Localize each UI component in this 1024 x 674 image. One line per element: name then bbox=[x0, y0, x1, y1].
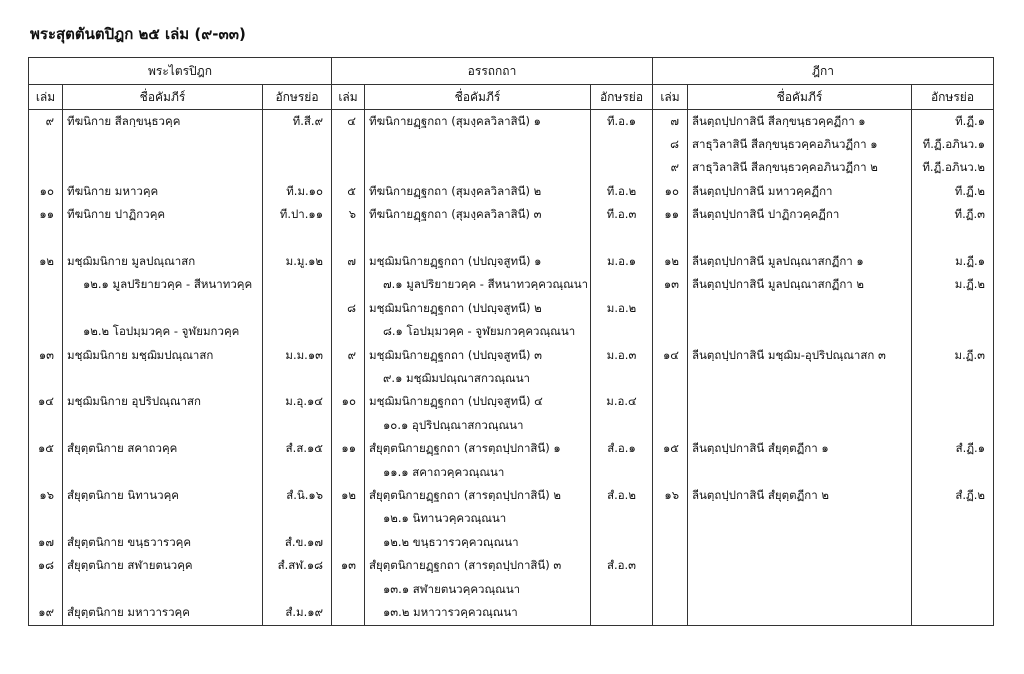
cell-name bbox=[688, 321, 912, 344]
cell-volume: ๑๑ bbox=[653, 204, 688, 227]
cell-name bbox=[63, 508, 263, 531]
cell-abbr bbox=[912, 531, 994, 554]
cell-text: ๑๓.๑ สฬายตนวคฺควณฺณนา bbox=[383, 581, 521, 596]
cell-abbr: ที.สี.๙ bbox=[263, 110, 332, 134]
cell-abbr bbox=[912, 554, 994, 577]
cell-abbr: สํ.ส.๑๕ bbox=[263, 437, 332, 460]
cell-text: ๑๒.๒ ขนฺธวารวคฺควณฺณนา bbox=[383, 534, 519, 549]
cell-name bbox=[688, 391, 912, 414]
table-row bbox=[29, 414, 994, 437]
cell-abbr bbox=[591, 461, 653, 484]
cell-text: ทีฆนิกายฏฺฐกถา (สุมงฺคลวิลาสินี) ๓ bbox=[369, 207, 542, 222]
cell-name bbox=[688, 297, 912, 320]
cell-text: ทีฆนิกายฏฺฐกถา (สุมงฺคลวิลาสินี) ๑ bbox=[369, 113, 541, 128]
cell-volume: ๔ bbox=[332, 110, 365, 134]
cell-volume bbox=[29, 157, 63, 180]
cell-volume: ๗ bbox=[332, 250, 365, 273]
cell-name bbox=[365, 133, 591, 156]
cell-abbr: สํ.อ.๓ bbox=[591, 554, 653, 577]
cell-volume: ๑๑ bbox=[332, 437, 365, 460]
cell-abbr bbox=[912, 578, 994, 601]
tipitaka-table bbox=[28, 57, 994, 626]
cell-volume: ๑๐ bbox=[332, 391, 365, 414]
cell-text: ๑๑.๑ สคาถวคฺควณฺณนา bbox=[383, 464, 505, 479]
page-title: พระสุตตันตปิฎก ๒๕ เล่ม (๙-๓๓) bbox=[30, 25, 246, 43]
cell-volume: ๗ bbox=[653, 110, 688, 134]
cell-name: ลีนตฺถปฺปกาสินี มูลปณฺณาสกฏีกา ๒ bbox=[688, 274, 912, 297]
col-header-name: ชื่อคัมภีร์ bbox=[688, 85, 912, 110]
cell-abbr bbox=[263, 157, 332, 180]
cell-abbr bbox=[591, 227, 653, 250]
cell-volume bbox=[653, 391, 688, 414]
table-row bbox=[29, 578, 994, 601]
cell-abbr bbox=[591, 578, 653, 601]
cell-volume: ๑๒ bbox=[29, 250, 63, 273]
cell-abbr bbox=[912, 601, 994, 625]
cell-volume bbox=[332, 227, 365, 250]
cell-abbr: ม.ฏี.๓ bbox=[912, 344, 994, 367]
cell-name bbox=[63, 461, 263, 484]
cell-volume bbox=[653, 578, 688, 601]
cell-name bbox=[688, 531, 912, 554]
cell-name bbox=[63, 531, 263, 554]
cell-volume bbox=[29, 227, 63, 250]
cell-name bbox=[365, 204, 591, 227]
cell-name: ลีนตฺถปฺปกาสินี มหาวคฺคฏีกา bbox=[688, 180, 912, 203]
cell-abbr bbox=[263, 578, 332, 601]
cell-abbr: ที.ปา.๑๑ bbox=[263, 204, 332, 227]
cell-abbr bbox=[912, 414, 994, 437]
table-row bbox=[29, 367, 994, 390]
col-header-volume: เล่ม bbox=[29, 85, 63, 110]
cell-volume: ๑๒ bbox=[653, 250, 688, 273]
cell-abbr bbox=[591, 321, 653, 344]
cell-name bbox=[688, 461, 912, 484]
cell-volume bbox=[29, 367, 63, 390]
cell-volume bbox=[332, 133, 365, 156]
col-header-abbr: อักษรย่อ bbox=[263, 85, 332, 110]
cell-volume: ๑๐ bbox=[653, 180, 688, 203]
cell-name bbox=[63, 227, 263, 250]
cell-name bbox=[63, 601, 263, 625]
cell-volume bbox=[332, 157, 365, 180]
cell-abbr: ม.อุ.๑๔ bbox=[263, 391, 332, 414]
cell-abbr bbox=[263, 414, 332, 437]
cell-volume: ๘ bbox=[332, 297, 365, 320]
cell-name: ลีนตฺถปฺปกาสินี ปาฏิกวคฺคฏีกา bbox=[688, 204, 912, 227]
cell-name bbox=[365, 250, 591, 273]
cell-volume: ๑๒ bbox=[332, 484, 365, 507]
cell-volume bbox=[332, 321, 365, 344]
cell-abbr bbox=[263, 508, 332, 531]
cell-volume: ๘ bbox=[653, 133, 688, 156]
cell-abbr: สํ.ข.๑๗ bbox=[263, 531, 332, 554]
cell-name bbox=[63, 367, 263, 390]
cell-volume bbox=[653, 508, 688, 531]
cell-name bbox=[365, 578, 591, 601]
cell-name bbox=[63, 578, 263, 601]
cell-name bbox=[63, 180, 263, 203]
cell-name: สาธุวิลาสินี สีลกฺขนฺธวคฺคอภินวฏีกา ๒ bbox=[688, 157, 912, 180]
cell-volume bbox=[29, 133, 63, 156]
cell-abbr: สํ.อ.๒ bbox=[591, 484, 653, 507]
cell-name bbox=[63, 157, 263, 180]
cell-text: มชฺฌิมนิกายฏฺฐกถา (ปปญฺจสูทนี) ๒ bbox=[369, 300, 542, 315]
cell-name bbox=[688, 601, 912, 625]
cell-abbr: ม.อ.๓ bbox=[591, 344, 653, 367]
cell-name bbox=[365, 110, 591, 134]
cell-name bbox=[365, 508, 591, 531]
cell-abbr: ที.ฏี.๑ bbox=[912, 110, 994, 134]
cell-text: สํยุตฺตนิกายฏฺฐกถา (สารตฺถปฺปกาสินี) ๓ bbox=[369, 558, 562, 573]
cell-volume: ๑๕ bbox=[29, 437, 63, 460]
cell-volume: ๑๕ bbox=[653, 437, 688, 460]
cell-name bbox=[688, 414, 912, 437]
cell-volume bbox=[653, 297, 688, 320]
cell-abbr: สํ.สฬ.๑๘ bbox=[263, 554, 332, 577]
cell-abbr bbox=[912, 297, 994, 320]
col-header-name: ชื่อคัมภีร์ bbox=[365, 85, 591, 110]
cell-abbr: ม.ฏี.๑ bbox=[912, 250, 994, 273]
cell-text: ๑๐.๑ อุปริปณฺณาสกวณฺณนา bbox=[383, 417, 524, 432]
cell-volume: ๑๖ bbox=[29, 484, 63, 507]
cell-abbr: ที.ฏี.อภินว.๑ bbox=[912, 133, 994, 156]
cell-abbr bbox=[591, 133, 653, 156]
cell-name bbox=[63, 484, 263, 507]
cell-abbr: ที.อ.๓ bbox=[591, 204, 653, 227]
table-row bbox=[29, 391, 994, 414]
cell-abbr bbox=[912, 227, 994, 250]
cell-name bbox=[365, 554, 591, 577]
cell-volume bbox=[29, 578, 63, 601]
cell-volume: ๑๘ bbox=[29, 554, 63, 577]
cell-volume bbox=[332, 578, 365, 601]
cell-name: ลีนตฺถปฺปกาสินี มูลปณฺณาสกฏีกา ๑ bbox=[688, 250, 912, 273]
cell-abbr: ที.อ.๑ bbox=[591, 110, 653, 134]
cell-text: สํยุตฺตนิกาย นิทานวคฺค bbox=[67, 487, 179, 502]
cell-name bbox=[365, 344, 591, 367]
cell-volume: ๙ bbox=[332, 344, 365, 367]
cell-abbr bbox=[912, 321, 994, 344]
cell-volume: ๑๓ bbox=[332, 554, 365, 577]
table-row bbox=[29, 508, 994, 531]
cell-name bbox=[688, 554, 912, 577]
cell-name bbox=[365, 227, 591, 250]
cell-name bbox=[365, 484, 591, 507]
cell-abbr bbox=[912, 391, 994, 414]
cell-volume bbox=[653, 531, 688, 554]
table-row bbox=[29, 250, 994, 273]
cell-abbr bbox=[263, 297, 332, 320]
cell-abbr: ม.อ.๒ bbox=[591, 297, 653, 320]
cell-volume bbox=[653, 601, 688, 625]
cell-name bbox=[688, 227, 912, 250]
cell-name bbox=[63, 321, 263, 344]
cell-abbr bbox=[263, 461, 332, 484]
cell-abbr bbox=[263, 321, 332, 344]
cell-name: ลีนตฺถปฺปกาสินี สํยุตฺตฏีกา ๒ bbox=[688, 484, 912, 507]
cell-volume: ๑๔ bbox=[29, 391, 63, 414]
cell-text: ๙.๑ มชฺฌิมปณฺณาสกวณฺณนา bbox=[383, 370, 531, 385]
table-row bbox=[29, 204, 994, 227]
cell-abbr bbox=[912, 367, 994, 390]
cell-volume bbox=[332, 601, 365, 625]
group-header-atthakatha: อรรถกถา bbox=[332, 58, 653, 85]
table-row bbox=[29, 297, 994, 320]
table-row bbox=[29, 227, 994, 250]
cell-name bbox=[365, 157, 591, 180]
group-header-tipitaka: พระไตรปิฎก bbox=[29, 58, 332, 85]
cell-abbr: ที.ฏี.๒ bbox=[912, 180, 994, 203]
cell-volume bbox=[332, 461, 365, 484]
cell-text: ๑๒.๑ มูลปริยายวคฺค - สีหนาทวคฺค bbox=[83, 277, 253, 292]
cell-name bbox=[63, 250, 263, 273]
cell-name bbox=[365, 437, 591, 460]
table-row bbox=[29, 531, 994, 554]
cell-text: มชฺฌิมนิกายฏฺฐกถา (ปปญฺจสูทนี) ๑ bbox=[369, 254, 542, 269]
cell-abbr: ม.อ.๑ bbox=[591, 250, 653, 273]
group-header-tika: ฎีกา bbox=[653, 58, 994, 85]
cell-name bbox=[365, 391, 591, 414]
cell-name bbox=[365, 531, 591, 554]
table-row bbox=[29, 321, 994, 344]
cell-text: สํยุตฺตนิกาย ขนฺธวารวคฺค bbox=[67, 534, 192, 549]
cell-abbr bbox=[263, 274, 332, 297]
cell-abbr: ที.อ.๒ bbox=[591, 180, 653, 203]
cell-abbr bbox=[591, 274, 653, 297]
cell-volume: ๙ bbox=[653, 157, 688, 180]
cell-volume: ๑๓ bbox=[653, 274, 688, 297]
table-row bbox=[29, 344, 994, 367]
cell-volume: ๕ bbox=[332, 180, 365, 203]
cell-abbr bbox=[912, 508, 994, 531]
cell-text: สํยุตฺตนิกายฏฺฐกถา (สารตฺถปฺปกาสินี) ๑ bbox=[369, 441, 561, 456]
cell-volume bbox=[653, 461, 688, 484]
cell-abbr: สํ.ฏี.๒ bbox=[912, 484, 994, 507]
cell-abbr: สํ.ฏี.๑ bbox=[912, 437, 994, 460]
cell-abbr: ม.ม.๑๓ bbox=[263, 344, 332, 367]
cell-volume bbox=[29, 274, 63, 297]
cell-volume bbox=[653, 554, 688, 577]
cell-volume: ๙ bbox=[29, 110, 63, 134]
cell-volume bbox=[332, 274, 365, 297]
cell-volume bbox=[332, 367, 365, 390]
col-header-volume: เล่ม bbox=[332, 85, 365, 110]
cell-name: ลีนตฺถปฺปกาสินี สีลกฺขนฺธวคฺคฏีกา ๑ bbox=[688, 110, 912, 134]
cell-abbr: สํ.ม.๑๙ bbox=[263, 601, 332, 625]
cell-text: มชฺฌิมนิกาย มูลปณฺณาสก bbox=[67, 254, 196, 269]
cell-text: สํยุตฺตนิกาย มหาวารวคฺค bbox=[67, 604, 190, 619]
table-row bbox=[29, 110, 994, 134]
cell-abbr: สํ.นิ.๑๖ bbox=[263, 484, 332, 507]
cell-name bbox=[63, 133, 263, 156]
cell-abbr: ที.ฏี.๓ bbox=[912, 204, 994, 227]
cell-text: ๑๓.๒ มหาวารวคฺควณฺณนา bbox=[383, 604, 518, 619]
cell-volume: ๑๐ bbox=[29, 180, 63, 203]
table-row bbox=[29, 180, 994, 203]
cell-name bbox=[365, 321, 591, 344]
cell-text: มชฺฌิมนิกายฏฺฐกถา (ปปญฺจสูทนี) ๔ bbox=[369, 394, 543, 409]
table-row bbox=[29, 157, 994, 180]
cell-name: สาธุวิลาสินี สีลกฺขนฺธวคฺคอภินวฏีกา ๑ bbox=[688, 133, 912, 156]
cell-text: สํยุตฺตนิกาย สฬายตนวคฺค bbox=[67, 558, 193, 573]
cell-volume: ๑๓ bbox=[29, 344, 63, 367]
cell-name bbox=[63, 204, 263, 227]
cell-abbr bbox=[591, 367, 653, 390]
cell-volume bbox=[29, 321, 63, 344]
cell-name bbox=[365, 180, 591, 203]
cell-volume bbox=[332, 508, 365, 531]
cell-volume: ๑๔ bbox=[653, 344, 688, 367]
cell-name bbox=[63, 414, 263, 437]
cell-text: ทีฆนิกาย มหาวคฺค bbox=[67, 183, 159, 198]
cell-name bbox=[63, 110, 263, 134]
table-row bbox=[29, 601, 994, 625]
cell-name bbox=[63, 437, 263, 460]
cell-name: ลีนตฺถปฺปกาสินี มชฺฌิม-อุปริปณฺณาสก ๓ bbox=[688, 344, 912, 367]
cell-abbr: สํ.อ.๑ bbox=[591, 437, 653, 460]
cell-abbr bbox=[591, 531, 653, 554]
cell-volume bbox=[653, 227, 688, 250]
cell-name bbox=[63, 274, 263, 297]
cell-text: สํยุตฺตนิกาย สคาถวคฺค bbox=[67, 441, 178, 456]
cell-text: มชฺฌิมนิกายฏฺฐกถา (ปปญฺจสูทนี) ๓ bbox=[369, 347, 543, 362]
cell-abbr bbox=[591, 508, 653, 531]
cell-name bbox=[63, 391, 263, 414]
col-header-name: ชื่อคัมภีร์ bbox=[63, 85, 263, 110]
cell-volume: ๑๖ bbox=[653, 484, 688, 507]
cell-volume bbox=[653, 367, 688, 390]
table-row bbox=[29, 554, 994, 577]
cell-name bbox=[63, 344, 263, 367]
cell-name bbox=[365, 601, 591, 625]
cell-text: ทีฆนิกาย สีลกฺขนฺธวคฺค bbox=[67, 113, 181, 128]
table-row bbox=[29, 133, 994, 156]
cell-name bbox=[365, 367, 591, 390]
cell-name bbox=[63, 554, 263, 577]
cell-abbr bbox=[591, 601, 653, 625]
col-header-volume: เล่ม bbox=[653, 85, 688, 110]
cell-text: ทีฆนิกาย ปาฏิกวคฺค bbox=[67, 207, 166, 222]
table-row bbox=[29, 484, 994, 507]
cell-abbr bbox=[591, 414, 653, 437]
cell-name bbox=[688, 367, 912, 390]
cell-volume: ๑๑ bbox=[29, 204, 63, 227]
table-row bbox=[29, 461, 994, 484]
cell-text: ๗.๑ มูลปริยายวคฺค - สีหนาทวคฺควณฺณนา bbox=[383, 277, 589, 292]
cell-volume bbox=[332, 531, 365, 554]
cell-name bbox=[63, 297, 263, 320]
cell-abbr: ม.มู.๑๒ bbox=[263, 250, 332, 273]
cell-volume: ๖ bbox=[332, 204, 365, 227]
cell-volume: ๑๗ bbox=[29, 531, 63, 554]
cell-text: มชฺฌิมนิกาย มชฺฌิมปณฺณาสก bbox=[67, 347, 214, 362]
table-row bbox=[29, 437, 994, 460]
cell-text: มชฺฌิมนิกาย อุปริปณฺณาสก bbox=[67, 394, 201, 409]
col-header-abbr: อักษรย่อ bbox=[591, 85, 653, 110]
cell-abbr: ม.อ.๔ bbox=[591, 391, 653, 414]
cell-abbr bbox=[912, 461, 994, 484]
cell-volume bbox=[29, 414, 63, 437]
cell-name bbox=[688, 508, 912, 531]
cell-volume: ๑๙ bbox=[29, 601, 63, 625]
cell-abbr: ม.ฏี.๒ bbox=[912, 274, 994, 297]
cell-abbr bbox=[263, 227, 332, 250]
cell-name bbox=[365, 414, 591, 437]
cell-name bbox=[365, 274, 591, 297]
cell-abbr: ที.ม.๑๐ bbox=[263, 180, 332, 203]
cell-text: ทีฆนิกายฏฺฐกถา (สุมงฺคลวิลาสินี) ๒ bbox=[369, 183, 542, 198]
cell-name: ลีนตฺถปฺปกาสินี สํยุตฺตฏีกา ๑ bbox=[688, 437, 912, 460]
cell-volume bbox=[653, 414, 688, 437]
cell-abbr: ที.ฏี.อภินว.๒ bbox=[912, 157, 994, 180]
cell-text: สํยุตฺตนิกายฏฺฐกถา (สารตฺถปฺปกาสินี) ๒ bbox=[369, 487, 562, 502]
cell-name bbox=[365, 461, 591, 484]
cell-text: ๑๒.๒ โอปมฺมวคฺค - จูฬยมกวคฺค bbox=[83, 324, 240, 339]
cell-volume bbox=[29, 297, 63, 320]
cell-volume bbox=[29, 508, 63, 531]
cell-volume bbox=[29, 461, 63, 484]
cell-text: ๑๒.๑ นิทานวคฺควณฺณนา bbox=[383, 511, 507, 526]
cell-volume bbox=[332, 414, 365, 437]
table-row bbox=[29, 274, 994, 297]
cell-abbr bbox=[263, 133, 332, 156]
cell-text: ๘.๑ โอปมฺมวคฺค - จูฬยมกวคฺควณฺณนา bbox=[383, 324, 576, 339]
cell-name bbox=[365, 297, 591, 320]
cell-name bbox=[688, 578, 912, 601]
col-header-abbr: อักษรย่อ bbox=[912, 85, 994, 110]
cell-abbr bbox=[263, 367, 332, 390]
cell-volume bbox=[653, 321, 688, 344]
cell-abbr bbox=[591, 157, 653, 180]
